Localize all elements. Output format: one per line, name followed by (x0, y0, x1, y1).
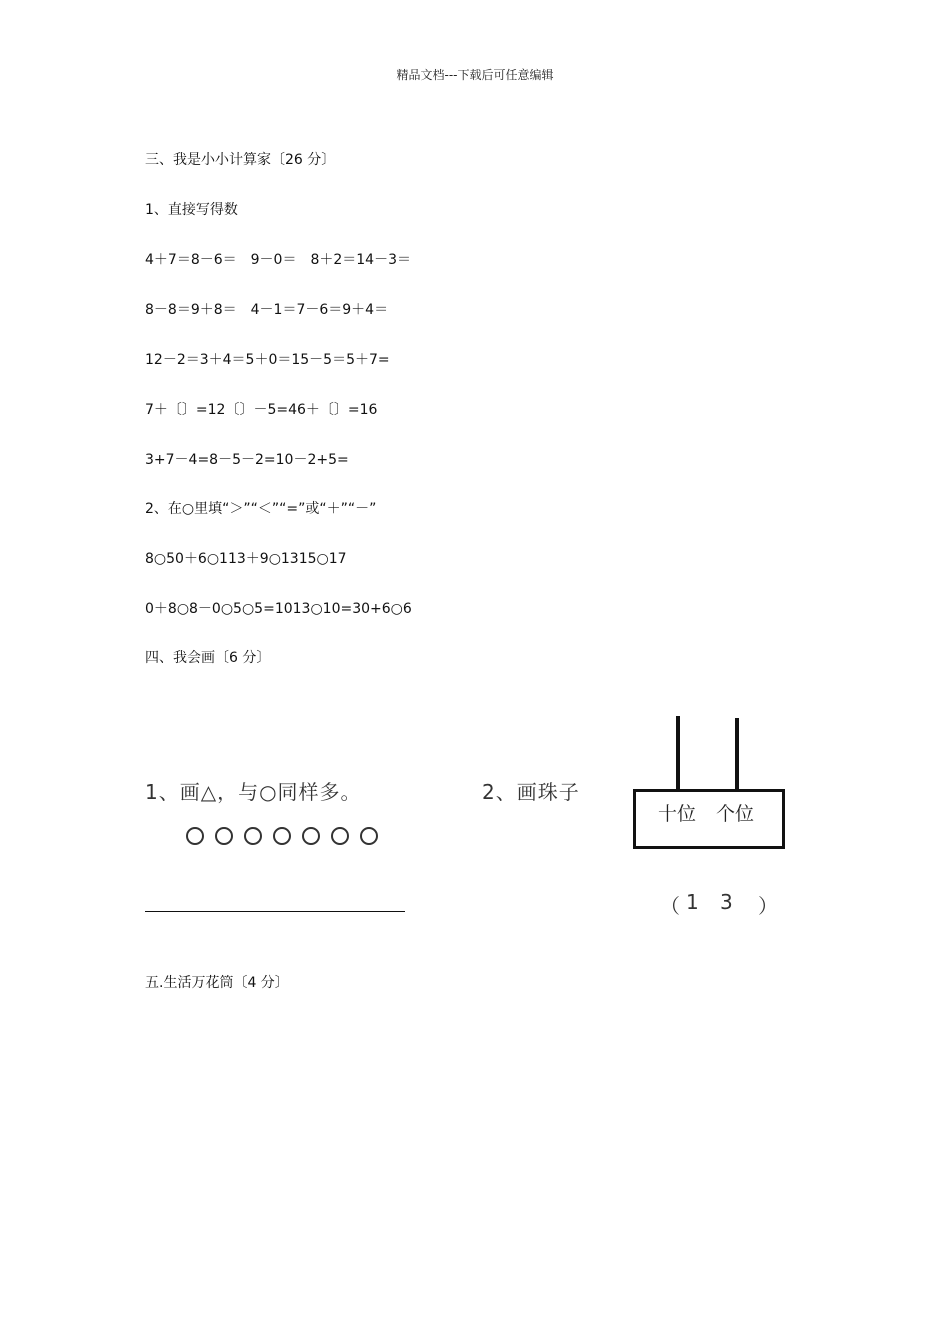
draw-triangles-label: 1、画△，与○同样多。 (145, 780, 362, 804)
circle-icon (273, 827, 291, 845)
circle-icon (360, 827, 378, 845)
calc-line-2: 8－8＝9＋8＝ 4－1＝7－6＝9＋4＝ (145, 302, 389, 318)
document-header: 精品文档---下载后可任意编辑 (396, 68, 554, 82)
abacus-ones-rod (735, 718, 739, 792)
tens-digit: 1 (686, 890, 699, 914)
question-1-title: 1、直接写得数 (145, 202, 238, 218)
compare-line-1: 8○50＋6○113＋9○1315○17 (145, 551, 347, 567)
ones-place-label: 个位 (716, 803, 755, 825)
answer-line (145, 911, 405, 912)
number-close-paren: ） (758, 894, 778, 918)
ones-digit: 3 (720, 890, 733, 914)
calc-line-5: 3+7－4=8－5－2=10－2+5= (145, 452, 349, 468)
section-3-title: 三、我是小小计算家〔26 分〕 (145, 152, 336, 168)
circle-row (186, 827, 378, 845)
circle-icon (302, 827, 320, 845)
circle-icon (186, 827, 204, 845)
compare-line-2: 0＋8○8－0○5○5=1013○10=30+6○6 (145, 601, 412, 617)
circle-icon (215, 827, 233, 845)
circle-icon (244, 827, 262, 845)
draw-beads-label: 2、画珠子 (482, 780, 580, 804)
question-2-title: 2、在○里填“＞”“＜”“=”或“＋”“－” (145, 501, 377, 517)
abacus-frame (633, 789, 785, 849)
calc-line-4: 7＋〔〕=12〔〕－5=46＋〔〕=16 (145, 402, 378, 418)
calc-line-3: 12－2＝3＋4＝5＋0＝15－5＝5＋7= (145, 352, 390, 368)
abacus-tens-rod (676, 716, 680, 792)
tens-place-label: 十位 (658, 803, 697, 825)
circle-icon (331, 827, 349, 845)
number-open-paren: （ (660, 894, 680, 918)
calc-line-1: 4＋7＝8－6＝ 9－0＝ 8＋2＝14－3＝ (145, 252, 411, 268)
section-4-title: 四、我会画〔6 分〕 (145, 650, 271, 666)
section-5-title: 五.生活万花筒〔4 分〕 (145, 975, 289, 991)
